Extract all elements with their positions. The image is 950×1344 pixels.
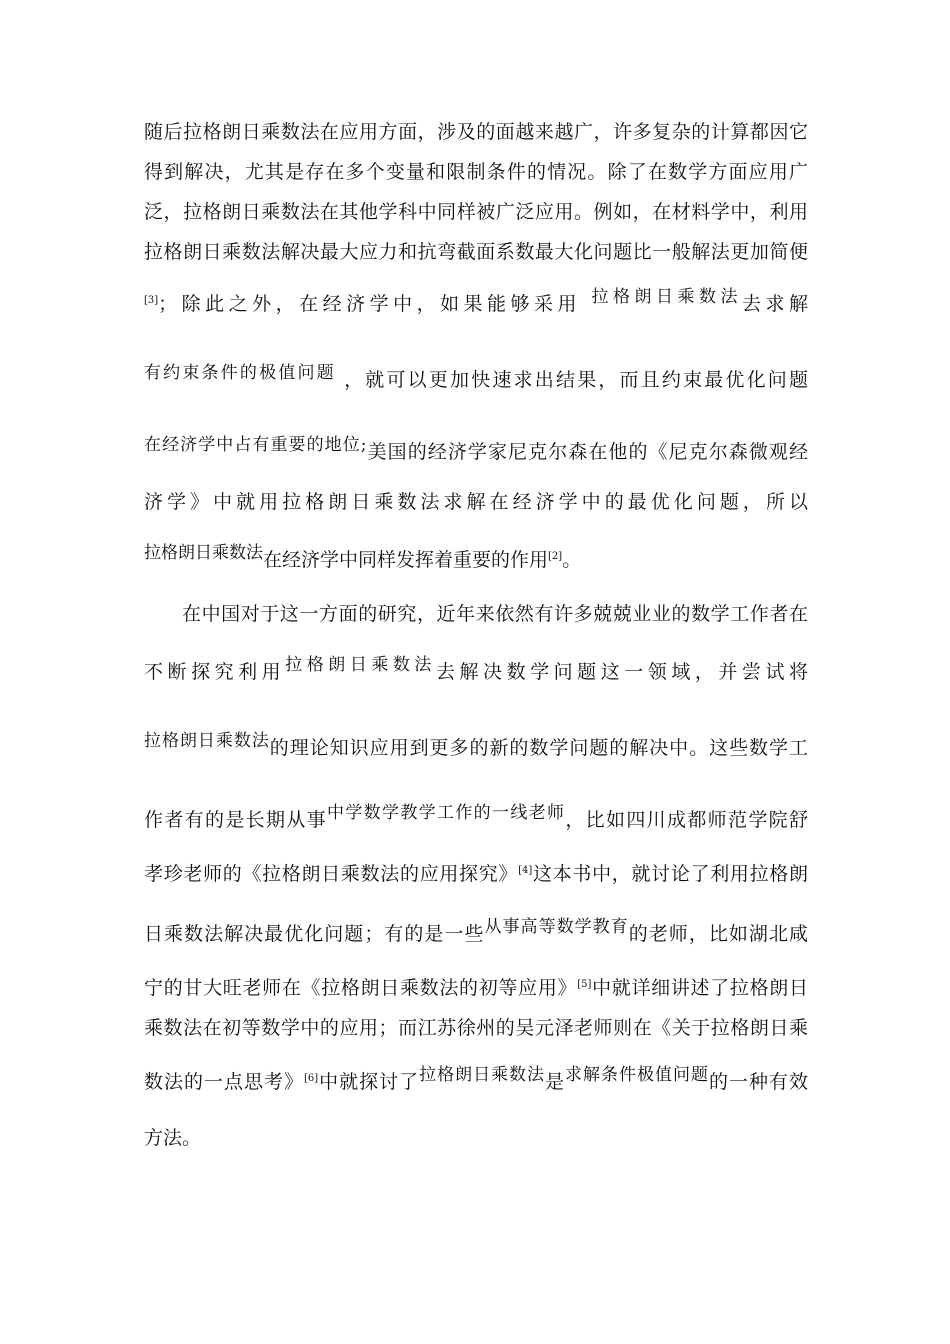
citation-ref: [5] xyxy=(577,979,592,990)
text-line: 在中国对于这一方面的研究，近年来依然有许多兢兢业业的数学工作者在 xyxy=(182,603,808,625)
citation-ref: [2] xyxy=(548,551,563,562)
inserted-term: 拉格朗日乘数法 xyxy=(591,287,742,307)
inserted-term: 拉格朗日乘数法 xyxy=(419,1065,546,1085)
text-line: 拉格朗日乘数法的理论知识应用到更多的新的数学问题的解决中。这些数学工 xyxy=(144,731,808,759)
text-line: [3]；除此之外，在经济学中，如果能够采用 拉格朗日乘数法去求解 xyxy=(144,287,808,315)
text-line: 拉格朗日乘数法在经济学中同样发挥着重要的作用[2]。 xyxy=(144,543,582,571)
text-line: 数法的一点思考》[6]中就探讨了拉格朗日乘数法是求解条件极值问题的一种有效 xyxy=(144,1065,808,1093)
text-line: 有约束条件的极值问题 ，就可以更加快速求出结果，而且约束最优化问题 xyxy=(144,363,808,391)
citation-ref: [4] xyxy=(518,865,533,876)
inserted-term: 在经济学中占有重要的地位; xyxy=(144,435,367,455)
text-line: 济学》中就用拉格朗日乘数法求解在经济学中的最优化问题，所以 xyxy=(144,491,808,513)
inserted-term: 从事高等数学教育 xyxy=(484,917,629,937)
text-line: 作者有的是长期从事中学数学教学工作的一线老师，比如四川成都师范学院舒 xyxy=(144,803,808,831)
text-line: 宁的甘大旺老师在《拉格朗日乘数法的初等应用》[5]中就详细讲述了拉格朗日 xyxy=(144,977,808,999)
text-line: 孝珍老师的《拉格朗日乘数法的应用探究》[4]这本书中，就讨论了利用拉格朗 xyxy=(144,863,808,885)
text-line: 得到解决，尤其是存在多个变量和限制条件的情况。除了在数学方面应用广 xyxy=(144,161,808,183)
text-line: 在经济学中占有重要的地位;美国的经济学家尼克尔森在他的《尼克尔森微观经 xyxy=(144,435,808,463)
text-line: 随后拉格朗日乘数法在应用方面，涉及的面越来越广，许多复杂的计算都因它 xyxy=(144,121,808,143)
text-line: 日乘数法解决最优化问题；有的是一些从事高等数学教育的老师，比如湖北咸 xyxy=(144,917,808,945)
citation-ref: [6] xyxy=(303,1073,319,1084)
citation-ref: [3] xyxy=(144,295,159,306)
inserted-term: 拉格朗日乘数法 xyxy=(144,731,270,751)
text-line: 拉格朗日乘数法解决最大应力和抗弯截面系数最大化问题比一般解法更加简便 xyxy=(144,241,808,263)
text-line: 泛，拉格朗日乘数法在其他学科中同样被广泛应用。例如，在材料学中，利用 xyxy=(144,201,808,223)
text-line: 不断探究利用拉格朗日乘数法去解决数学问题这一领域，并尝试将 xyxy=(144,655,808,683)
inserted-term: 中学数学教学工作的一线老师 xyxy=(327,803,566,823)
inserted-term: 拉格朗日乘数法 xyxy=(144,543,263,563)
text-line: 方法。 xyxy=(144,1127,202,1149)
inserted-term: 拉格朗日乘数法 xyxy=(285,655,436,675)
inserted-term: 有约束条件的极值问题 xyxy=(144,363,336,383)
text-line: 乘数法在初等数学中的应用；而江苏徐州的吴元泽老师则在《关于拉格朗日乘 xyxy=(144,1017,808,1039)
inserted-term: 求解条件极值问题 xyxy=(565,1065,709,1085)
